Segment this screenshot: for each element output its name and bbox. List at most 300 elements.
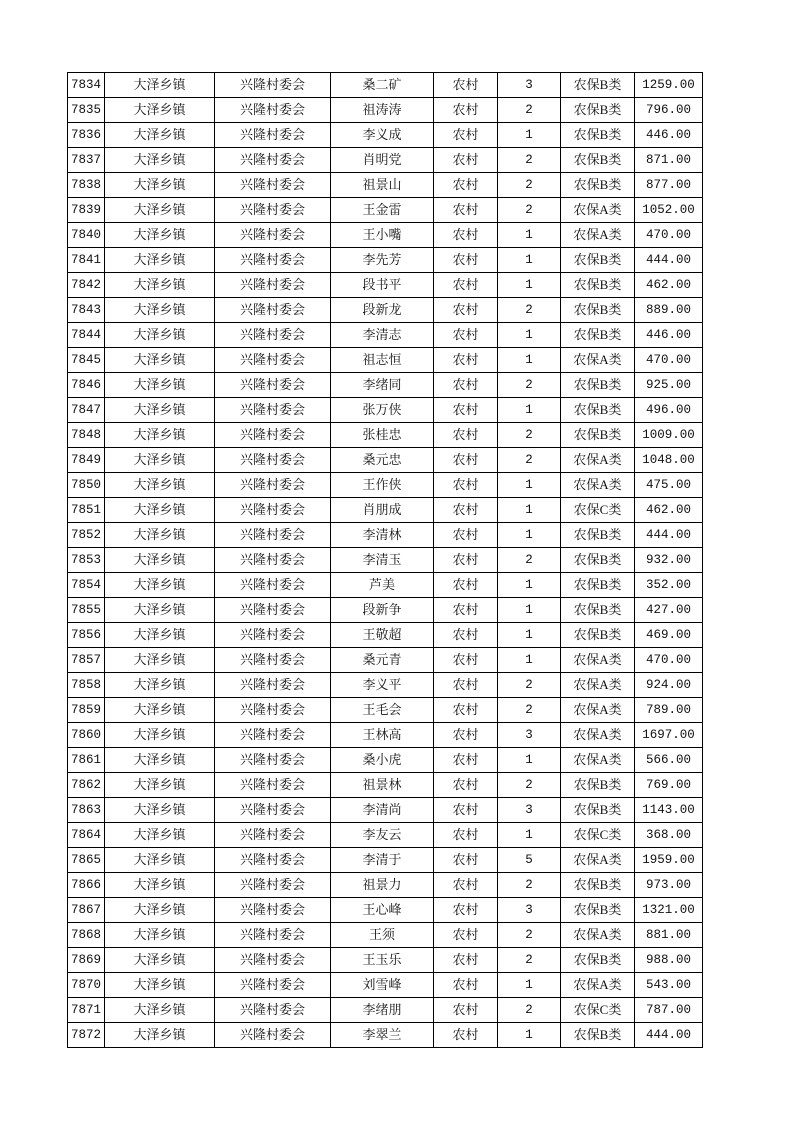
village-committee-cell: 兴隆村委会 [215,323,331,348]
village-committee-cell: 兴隆村委会 [215,248,331,273]
village-committee-cell: 兴隆村委会 [215,548,331,573]
row-id-cell: 7871 [68,998,105,1023]
village-committee-cell: 兴隆村委会 [215,998,331,1023]
household-type-cell: 农村 [434,598,498,623]
household-type-cell: 农村 [434,798,498,823]
row-id-cell: 7868 [68,923,105,948]
village-committee-cell: 兴隆村委会 [215,648,331,673]
row-id-cell: 7841 [68,248,105,273]
person-name-cell: 王金雷 [331,198,434,223]
village-committee-cell: 兴隆村委会 [215,173,331,198]
insurance-category-cell: 农保B类 [561,398,635,423]
family-count-cell: 1 [498,248,561,273]
insurance-category-cell: 农保B类 [561,173,635,198]
person-name-cell: 李清林 [331,523,434,548]
person-name-cell: 肖明党 [331,148,434,173]
person-name-cell: 李先芳 [331,248,434,273]
household-type-cell: 农村 [434,648,498,673]
household-type-cell: 农村 [434,723,498,748]
table-row [68,848,703,873]
row-id-cell: 7872 [68,1023,105,1048]
insurance-category-cell: 农保C类 [561,498,635,523]
insurance-category-cell: 农保B类 [561,298,635,323]
family-count-cell: 1 [498,323,561,348]
table-row [68,323,703,348]
table-row [68,423,703,448]
table-row [68,773,703,798]
household-type-cell: 农村 [434,573,498,598]
town-cell: 大泽乡镇 [105,923,215,948]
village-committee-cell: 兴隆村委会 [215,873,331,898]
household-type-cell: 农村 [434,373,498,398]
village-committee-cell: 兴隆村委会 [215,123,331,148]
household-type-cell: 农村 [434,998,498,1023]
amount-cell: 1259.00 [635,73,703,98]
amount-cell: 925.00 [635,373,703,398]
person-name-cell: 祖景林 [331,773,434,798]
family-count-cell: 2 [498,148,561,173]
household-type-cell: 农村 [434,123,498,148]
household-type-cell: 农村 [434,498,498,523]
table-row [68,348,703,373]
village-committee-cell: 兴隆村委会 [215,473,331,498]
row-id-cell: 7859 [68,698,105,723]
subsidy-table [67,72,703,1048]
town-cell: 大泽乡镇 [105,648,215,673]
row-id-cell: 7835 [68,98,105,123]
row-id-cell: 7856 [68,623,105,648]
household-type-cell: 农村 [434,873,498,898]
family-count-cell: 2 [498,173,561,198]
household-type-cell: 农村 [434,698,498,723]
table-row [68,523,703,548]
table-row [68,973,703,998]
amount-cell: 1321.00 [635,898,703,923]
row-id-cell: 7869 [68,948,105,973]
table-row [68,448,703,473]
village-committee-cell: 兴隆村委会 [215,973,331,998]
insurance-category-cell: 农保B类 [561,248,635,273]
row-id-cell: 7851 [68,498,105,523]
insurance-category-cell: 农保B类 [561,373,635,398]
table-row [68,723,703,748]
table-row [68,598,703,623]
row-id-cell: 7867 [68,898,105,923]
row-id-cell: 7864 [68,823,105,848]
insurance-category-cell: 农保B类 [561,798,635,823]
person-name-cell: 刘雪峰 [331,973,434,998]
amount-cell: 789.00 [635,698,703,723]
insurance-category-cell: 农保A类 [561,198,635,223]
household-type-cell: 农村 [434,773,498,798]
person-name-cell: 桑元青 [331,648,434,673]
town-cell: 大泽乡镇 [105,398,215,423]
town-cell: 大泽乡镇 [105,348,215,373]
town-cell: 大泽乡镇 [105,173,215,198]
household-type-cell: 农村 [434,973,498,998]
household-type-cell: 农村 [434,148,498,173]
row-id-cell: 7853 [68,548,105,573]
town-cell: 大泽乡镇 [105,973,215,998]
town-cell: 大泽乡镇 [105,373,215,398]
family-count-cell: 1 [498,398,561,423]
person-name-cell: 祖景力 [331,873,434,898]
person-name-cell: 王作侠 [331,473,434,498]
family-count-cell: 2 [498,423,561,448]
amount-cell: 444.00 [635,248,703,273]
table-row [68,823,703,848]
family-count-cell: 2 [498,998,561,1023]
family-count-cell: 2 [498,948,561,973]
person-name-cell: 王玉乐 [331,948,434,973]
family-count-cell: 2 [498,98,561,123]
amount-cell: 877.00 [635,173,703,198]
household-type-cell: 农村 [434,898,498,923]
person-name-cell: 祖景山 [331,173,434,198]
village-committee-cell: 兴隆村委会 [215,748,331,773]
amount-cell: 1048.00 [635,448,703,473]
insurance-category-cell: 农保B类 [561,573,635,598]
amount-cell: 470.00 [635,223,703,248]
table-row [68,923,703,948]
amount-cell: 446.00 [635,123,703,148]
village-committee-cell: 兴隆村委会 [215,1023,331,1048]
town-cell: 大泽乡镇 [105,548,215,573]
insurance-category-cell: 农保A类 [561,473,635,498]
insurance-category-cell: 农保A类 [561,973,635,998]
insurance-category-cell: 农保A类 [561,648,635,673]
row-id-cell: 7838 [68,173,105,198]
village-committee-cell: 兴隆村委会 [215,673,331,698]
insurance-category-cell: 农保B类 [561,98,635,123]
insurance-category-cell: 农保A类 [561,723,635,748]
row-id-cell: 7862 [68,773,105,798]
insurance-category-cell: 农保B类 [561,898,635,923]
household-type-cell: 农村 [434,748,498,773]
town-cell: 大泽乡镇 [105,323,215,348]
amount-cell: 973.00 [635,873,703,898]
person-name-cell: 段新争 [331,598,434,623]
household-type-cell: 农村 [434,398,498,423]
family-count-cell: 3 [498,798,561,823]
table-row [68,673,703,698]
amount-cell: 1052.00 [635,198,703,223]
person-name-cell: 王毛会 [331,698,434,723]
family-count-cell: 1 [498,573,561,598]
town-cell: 大泽乡镇 [105,73,215,98]
family-count-cell: 2 [498,298,561,323]
person-name-cell: 李清于 [331,848,434,873]
insurance-category-cell: 农保A类 [561,748,635,773]
table-row [68,473,703,498]
row-id-cell: 7861 [68,748,105,773]
amount-cell: 881.00 [635,923,703,948]
amount-cell: 566.00 [635,748,703,773]
household-type-cell: 农村 [434,223,498,248]
household-type-cell: 农村 [434,273,498,298]
person-name-cell: 李义平 [331,673,434,698]
amount-cell: 352.00 [635,573,703,598]
amount-cell: 427.00 [635,598,703,623]
table-row [68,148,703,173]
table-body [68,73,703,1048]
village-committee-cell: 兴隆村委会 [215,723,331,748]
village-committee-cell: 兴隆村委会 [215,698,331,723]
household-type-cell: 农村 [434,298,498,323]
household-type-cell: 农村 [434,448,498,473]
person-name-cell: 李清玉 [331,548,434,573]
town-cell: 大泽乡镇 [105,748,215,773]
insurance-category-cell: 农保B类 [561,323,635,348]
table-row [68,98,703,123]
family-count-cell: 5 [498,848,561,873]
town-cell: 大泽乡镇 [105,773,215,798]
village-committee-cell: 兴隆村委会 [215,398,331,423]
row-id-cell: 7850 [68,473,105,498]
person-name-cell: 李翠兰 [331,1023,434,1048]
person-name-cell: 王须 [331,923,434,948]
person-name-cell: 李友云 [331,823,434,848]
insurance-category-cell: 农保B类 [561,773,635,798]
amount-cell: 496.00 [635,398,703,423]
household-type-cell: 农村 [434,1023,498,1048]
household-type-cell: 农村 [434,198,498,223]
village-committee-cell: 兴隆村委会 [215,498,331,523]
insurance-category-cell: 农保A类 [561,923,635,948]
row-id-cell: 7837 [68,148,105,173]
row-id-cell: 7866 [68,873,105,898]
household-type-cell: 农村 [434,423,498,448]
table-row [68,223,703,248]
row-id-cell: 7846 [68,373,105,398]
insurance-category-cell: 农保A类 [561,348,635,373]
amount-cell: 470.00 [635,348,703,373]
person-name-cell: 肖朋成 [331,498,434,523]
town-cell: 大泽乡镇 [105,498,215,523]
table-row [68,298,703,323]
village-committee-cell: 兴隆村委会 [215,148,331,173]
family-count-cell: 2 [498,873,561,898]
table-row [68,898,703,923]
amount-cell: 1009.00 [635,423,703,448]
person-name-cell: 李义成 [331,123,434,148]
family-count-cell: 3 [498,73,561,98]
village-committee-cell: 兴隆村委会 [215,98,331,123]
household-type-cell: 农村 [434,548,498,573]
table-row [68,398,703,423]
family-count-cell: 1 [498,523,561,548]
town-cell: 大泽乡镇 [105,248,215,273]
table-row [68,698,703,723]
family-count-cell: 2 [498,673,561,698]
person-name-cell: 祖涛涛 [331,98,434,123]
amount-cell: 475.00 [635,473,703,498]
table-row [68,273,703,298]
insurance-category-cell: 农保B类 [561,523,635,548]
family-count-cell: 2 [498,373,561,398]
row-id-cell: 7852 [68,523,105,548]
amount-cell: 932.00 [635,548,703,573]
person-name-cell: 桑小虎 [331,748,434,773]
amount-cell: 470.00 [635,648,703,673]
family-count-cell: 2 [498,923,561,948]
town-cell: 大泽乡镇 [105,473,215,498]
insurance-category-cell: 农保A类 [561,673,635,698]
town-cell: 大泽乡镇 [105,198,215,223]
household-type-cell: 农村 [434,523,498,548]
table-row [68,623,703,648]
table-row [68,498,703,523]
village-committee-cell: 兴隆村委会 [215,223,331,248]
person-name-cell: 段书平 [331,273,434,298]
amount-cell: 1143.00 [635,798,703,823]
household-type-cell: 农村 [434,848,498,873]
family-count-cell: 1 [498,648,561,673]
table-row [68,1023,703,1048]
insurance-category-cell: 农保B类 [561,148,635,173]
table-row [68,173,703,198]
town-cell: 大泽乡镇 [105,623,215,648]
person-name-cell: 桑二矿 [331,73,434,98]
town-cell: 大泽乡镇 [105,148,215,173]
insurance-category-cell: 农保A类 [561,448,635,473]
village-committee-cell: 兴隆村委会 [215,848,331,873]
amount-cell: 469.00 [635,623,703,648]
village-committee-cell: 兴隆村委会 [215,598,331,623]
amount-cell: 444.00 [635,523,703,548]
insurance-category-cell: 农保B类 [561,948,635,973]
person-name-cell: 王心峰 [331,898,434,923]
person-name-cell: 芦美 [331,573,434,598]
village-committee-cell: 兴隆村委会 [215,348,331,373]
table-row [68,748,703,773]
table-row [68,798,703,823]
insurance-category-cell: 农保C类 [561,998,635,1023]
row-id-cell: 7844 [68,323,105,348]
person-name-cell: 李绪朋 [331,998,434,1023]
family-count-cell: 2 [498,198,561,223]
village-committee-cell: 兴隆村委会 [215,573,331,598]
family-count-cell: 2 [498,773,561,798]
row-id-cell: 7839 [68,198,105,223]
family-count-cell: 1 [498,1023,561,1048]
amount-cell: 924.00 [635,673,703,698]
insurance-category-cell: 农保B类 [561,598,635,623]
village-committee-cell: 兴隆村委会 [215,948,331,973]
town-cell: 大泽乡镇 [105,123,215,148]
family-count-cell: 1 [498,273,561,298]
amount-cell: 871.00 [635,148,703,173]
amount-cell: 543.00 [635,973,703,998]
town-cell: 大泽乡镇 [105,898,215,923]
amount-cell: 889.00 [635,298,703,323]
town-cell: 大泽乡镇 [105,223,215,248]
town-cell: 大泽乡镇 [105,448,215,473]
amount-cell: 444.00 [635,1023,703,1048]
household-type-cell: 农村 [434,173,498,198]
insurance-category-cell: 农保A类 [561,698,635,723]
table-row [68,123,703,148]
family-count-cell: 2 [498,548,561,573]
village-committee-cell: 兴隆村委会 [215,523,331,548]
household-type-cell: 农村 [434,673,498,698]
household-type-cell: 农村 [434,348,498,373]
row-id-cell: 7857 [68,648,105,673]
row-id-cell: 7843 [68,298,105,323]
household-type-cell: 农村 [434,98,498,123]
town-cell: 大泽乡镇 [105,873,215,898]
household-type-cell: 农村 [434,823,498,848]
insurance-category-cell: 农保B类 [561,73,635,98]
table-row [68,573,703,598]
insurance-category-cell: 农保A类 [561,223,635,248]
person-name-cell: 王林高 [331,723,434,748]
village-committee-cell: 兴隆村委会 [215,423,331,448]
family-count-cell: 2 [498,448,561,473]
table-row [68,198,703,223]
family-count-cell: 3 [498,898,561,923]
row-id-cell: 7858 [68,673,105,698]
family-count-cell: 1 [498,348,561,373]
household-type-cell: 农村 [434,923,498,948]
town-cell: 大泽乡镇 [105,698,215,723]
town-cell: 大泽乡镇 [105,423,215,448]
row-id-cell: 7863 [68,798,105,823]
town-cell: 大泽乡镇 [105,273,215,298]
family-count-cell: 1 [498,498,561,523]
family-count-cell: 1 [498,748,561,773]
row-id-cell: 7847 [68,398,105,423]
insurance-category-cell: 农保B类 [561,273,635,298]
village-committee-cell: 兴隆村委会 [215,73,331,98]
row-id-cell: 7865 [68,848,105,873]
person-name-cell: 李清志 [331,323,434,348]
insurance-category-cell: 农保B类 [561,548,635,573]
family-count-cell: 1 [498,223,561,248]
household-type-cell: 农村 [434,248,498,273]
town-cell: 大泽乡镇 [105,1023,215,1048]
person-name-cell: 王敬超 [331,623,434,648]
table-row [68,998,703,1023]
town-cell: 大泽乡镇 [105,798,215,823]
insurance-category-cell: 农保B类 [561,623,635,648]
insurance-category-cell: 农保C类 [561,823,635,848]
family-count-cell: 1 [498,598,561,623]
row-id-cell: 7842 [68,273,105,298]
family-count-cell: 1 [498,623,561,648]
town-cell: 大泽乡镇 [105,573,215,598]
family-count-cell: 1 [498,823,561,848]
person-name-cell: 祖志恒 [331,348,434,373]
row-id-cell: 7870 [68,973,105,998]
row-id-cell: 7840 [68,223,105,248]
table-row [68,373,703,398]
amount-cell: 462.00 [635,498,703,523]
town-cell: 大泽乡镇 [105,298,215,323]
person-name-cell: 李清尚 [331,798,434,823]
person-name-cell: 李绪同 [331,373,434,398]
person-name-cell: 张桂忠 [331,423,434,448]
row-id-cell: 7860 [68,723,105,748]
person-name-cell: 桑元忠 [331,448,434,473]
village-committee-cell: 兴隆村委会 [215,198,331,223]
town-cell: 大泽乡镇 [105,98,215,123]
table-row [68,248,703,273]
household-type-cell: 农村 [434,73,498,98]
village-committee-cell: 兴隆村委会 [215,773,331,798]
village-committee-cell: 兴隆村委会 [215,273,331,298]
town-cell: 大泽乡镇 [105,523,215,548]
